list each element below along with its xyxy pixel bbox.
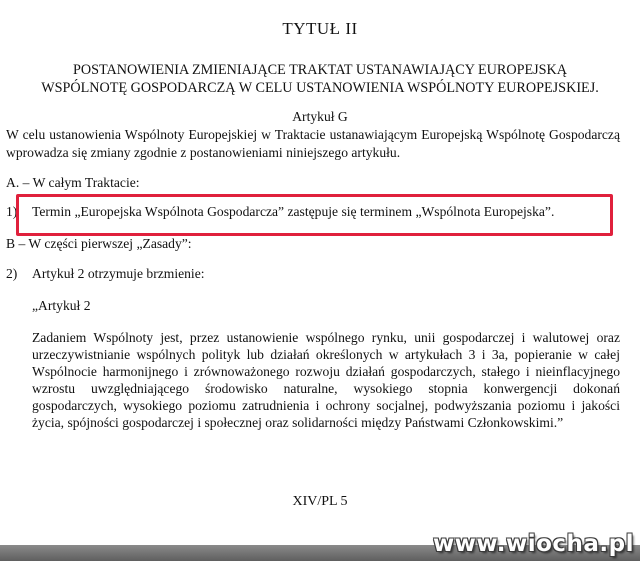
article-2-line: urzeczywistnianie wspólnych polityk lub działań określonych w artykułach 3 i 3a, popieranie w całej [32, 347, 620, 362]
article-2-line: Wspólnocie harmonijnego i zrównoważonego rozwoju działań gospodarczych, stałego i nieinflacyjnego [32, 364, 620, 379]
item-2-text: Artykuł 2 otrzymuje brzmienie: [32, 266, 205, 281]
item-1-number: 1) [6, 204, 18, 219]
section-heading-line-1: POSTANOWIENIA ZMIENIAJĄCE TRAKTAT USTANAWIAJĄCY EUROPEJSKĄ [72, 62, 568, 78]
section-a-label: A. – W całym Traktacie: [6, 175, 140, 190]
red-highlight-box [16, 194, 613, 236]
article-2-line: życia, spójności gospodarczej i społecznej oraz solidarności między Państwami Członkowskimi.” [32, 415, 564, 430]
page-code: XIV/PL 5 [292, 494, 348, 509]
article-2-heading: „Artykuł 2 [32, 298, 91, 313]
section-b-label: B – W części pierwszej „Zasady”: [6, 236, 192, 251]
document-title: TYTUŁ II [282, 19, 358, 38]
intro-paragraph: W celu ustanowienia Wspólnoty Europejskiej w Traktacie ustanawiającym Europejską Wspólnotę Gospodarczą wprowadza się zmiany zgodnie z postanowieniami niniejszego artykułu. [6, 127, 620, 160]
cut-off-top-line [6, 0, 634, 5]
section-heading [0, 61, 640, 97]
article-g-heading: Artykuł G [292, 109, 348, 124]
article-2-line: gospodarczych, wysokiego poziomu zatrudnienia i ochrony socjalnej, podwyższania poziomu i jakości [32, 398, 620, 413]
section-heading-line-2: WSPÓLNOTĘ GOSPODARCZĄ W CELU USTANOWIENIA WSPÓLNOTY EUROPEJSKIEJ. [41, 80, 599, 96]
article-2-body [32, 329, 620, 431]
watermark-text[interactable]: www.wiocha.pl [432, 531, 634, 557]
item-1-text: Termin „Europejska Wspólnota Gospodarcza” zastępuje się terminem „Wspólnota Europejska”. [32, 204, 555, 219]
item-2-number: 2) [6, 266, 18, 281]
article-2-line: Zadaniem Wspólnoty jest, przez ustanowienie wspólnego rynku, unii gospodarczej i walutowej oraz [32, 330, 620, 345]
article-2-line: wzrostu uwzględniającego środowisko naturalne, wysokiego stopnia konwergencji dokonań [32, 381, 620, 396]
